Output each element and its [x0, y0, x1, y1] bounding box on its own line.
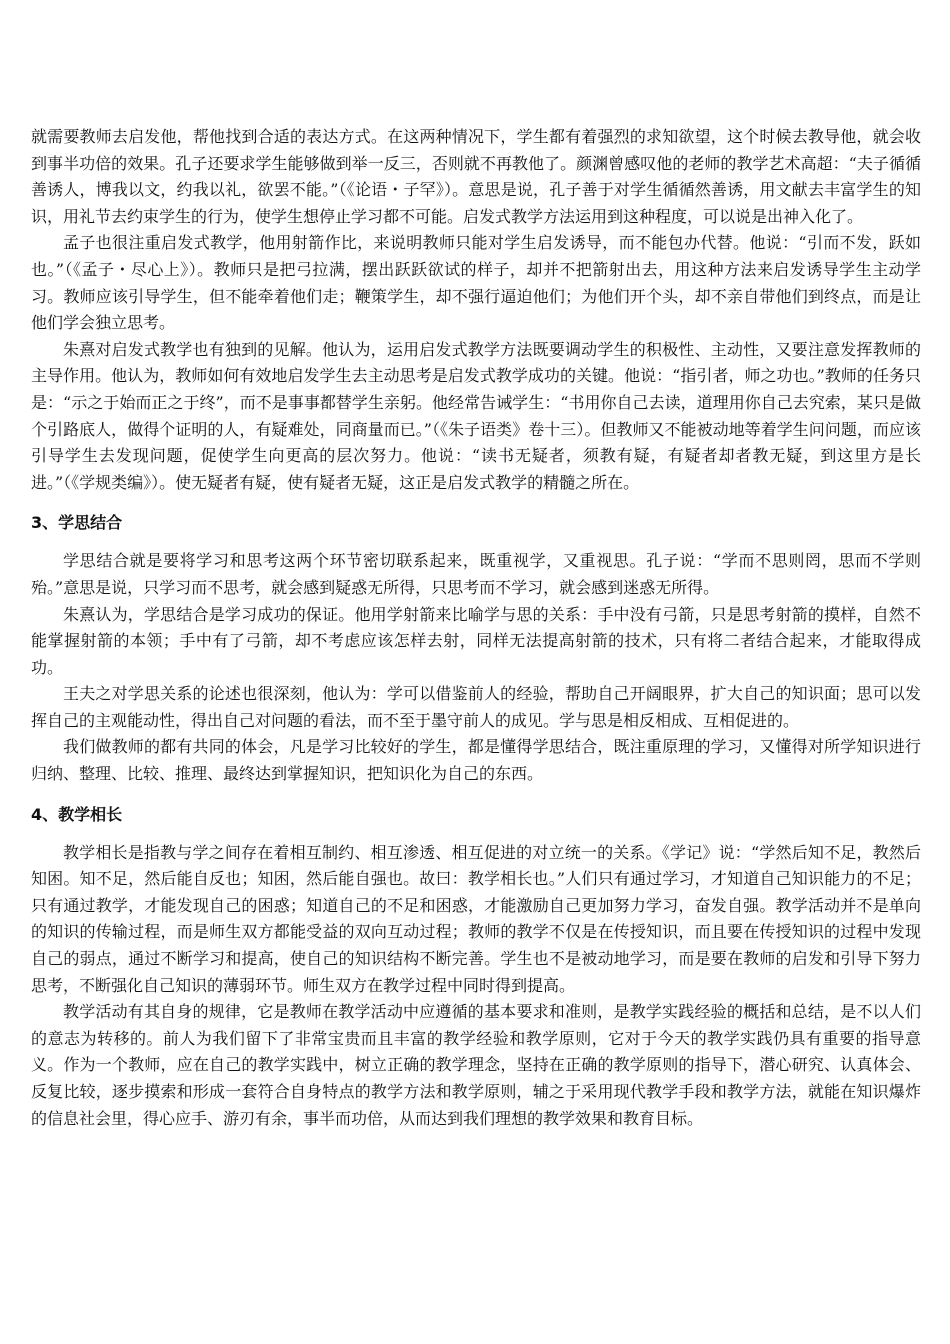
- paragraph-intro-3: 朱熹对启发式教学也有独到的见解。他认为，运用启发式教学方法既要调动学生的积极性、主动性，又要注意发挥教师的主导作用。他认为，教师如何有效地启发学生去主动思考是启发式教学成功的关键。他说：“指引者，师之功也。”教师的任务只是：“示之于始而正之于终”，而不是事事都替学生亲躬。他经常告诫学生：“书用你自己去读，道理用你自己去究索，某只是做个引路底人，做得个证明的人，有疑难处，同商量而已。”（《朱子语类》卷十三）。但教师又不能被动地等着学生问问题，而应该引导学生去发现问题，促使学生向更高的层次努力。他说：“读书无疑者，须教有疑，有疑者却者教无疑，到这里方是长进。”（《学规类编》）。使无疑者有疑，使有疑者无疑，这正是启发式教学的精髓之所在。: [31, 339, 921, 492]
- paragraph-section4-1: 教学相长是指教与学之间存在着相互制约、相互渗透、相互促进的对立统一的关系。《学记》说：“学然后知不足，教然后知困。知不足，然后能自反也；知困，然后能自强也。故曰：教学相长也。”人们只有通过学习，才知道自己知识能力的不足；只有通过教学，才能发现自己的困惑；知道自己的不足和困惑，才能激励自己更加努力学习，奋发自强。教学活动并不是单向的知识的传输过程，而是师生双方都能受益的双向互动过程；教师的教学不仅是在传授知识，而且要在传授知识的过程中发现自己的弱点，通过不断学习和提高，使自己的知识结构不断完善。学生也不是被动地学习，而是要在教师的启发和引导下努力思考，不断强化自己知识的薄弱环节。师生双方在教学过程中同时得到提高。: [31, 842, 921, 995]
- paragraph-section3-3: 王夫之对学思关系的论述也很深刻，他认为：学可以借鉴前人的经验，帮助自己开阔眼界，扩大自己的知识面；思可以发挥自己的主观能动性，得出自己对问题的看法，而不至于墨守前人的成见。学与思是相反相成、互相促进的。: [31, 684, 921, 730]
- document-page: [31, 124, 921, 1132]
- section-heading-jiao-xue-xiang-zhang: 4、教学相长: [31, 804, 123, 824]
- paragraph-intro-1: 就需要教师去启发他，帮他找到合适的表达方式。在这两种情况下，学生都有着强烈的求知欲望，这个时候去教导他，就会收到事半功倍的效果。孔子还要求学生能够做到举一反三，否则就不再教他了。颜渊曾感叹他的老师的教学艺术高超：“夫子循循善诱人，博我以文，约我以礼，欲罢不能。”（《论语・子罕》）。意思是说，孔子善于对学生循循然善诱，用文献去丰富学生的知识，用礼节去约束学生的行为，使学生想停止学习都不可能。启发式教学方法运用到这种程度，可以说是出神入化了。: [31, 127, 921, 226]
- paragraph-section3-1: 学思结合就是要将学习和思考这两个环节密切联系起来，既重视学，又重视思。孔子说：“学而不思则罔，思而不学则殆。”意思是说，只学习而不思考，就会感到疑惑无所得，只思考而不学习，就会感到迷惑无所得。: [31, 551, 921, 597]
- paragraph-section4-2: 教学活动有其自身的规律，它是教师在教学活动中应遵循的基本要求和准则，是教学实践经验的概括和总结，是不以人们的意志为转移的。前人为我们留下了非常宝贵而且丰富的教学经验和教学原则，它对于今天的教学实践仍具有重要的指导意义。作为一个教师，应在自己的教学实践中，树立正确的教学理念，坚持在正确的教学原则的指导下，潜心研究、认真体会、反复比较，逐步摸索和形成一套符合自身特点的教学方法和教学原则，辅之于采用现代教学手段和教学方法，就能在知识爆炸的信息社会里，得心应手、游刃有余，事半而功倍，从而达到我们理想的教学效果和教育目标。: [31, 1002, 921, 1128]
- paragraph-intro-2: 孟子也很注重启发式教学，他用射箭作比，来说明教师只能对学生启发诱导，而不能包办代替。他说：“引而不发，跃如也。”（《孟子・尽心上》）。教师只是把弓拉满，摆出跃跃欲试的样子，却并不把箭射出去，用这种方法来启发诱导学生主动学习。教师应该引导学生，但不能牵着他们走；鞭策学生，却不强行逼迫他们；为他们开个头，却不亲自带他们到终点，而是让他们学会独立思考。: [31, 233, 921, 333]
- paragraph-section3-4: 我们做教师的都有共同的体会，凡是学习比较好的学生，都是懂得学思结合，既注重原理的学习，又懂得对所学知识进行归纳、整理、比较、推理、最终达到掌握知识，把知识化为自己的东西。: [31, 737, 921, 784]
- paragraph-section3-2: 朱熹认为，学思结合是学习成功的保证。他用学射箭来比喻学与思的关系：手中没有弓箭，只是思考射箭的摸样，自然不能掌握射箭的本领；手中有了弓箭，却不考虑应该怎样去射，同样无法提高射箭的技术，只有将二者结合起来，才能取得成功。: [31, 604, 921, 677]
- section-heading-xue-si-jie-he: 3、学思结合: [31, 513, 123, 533]
